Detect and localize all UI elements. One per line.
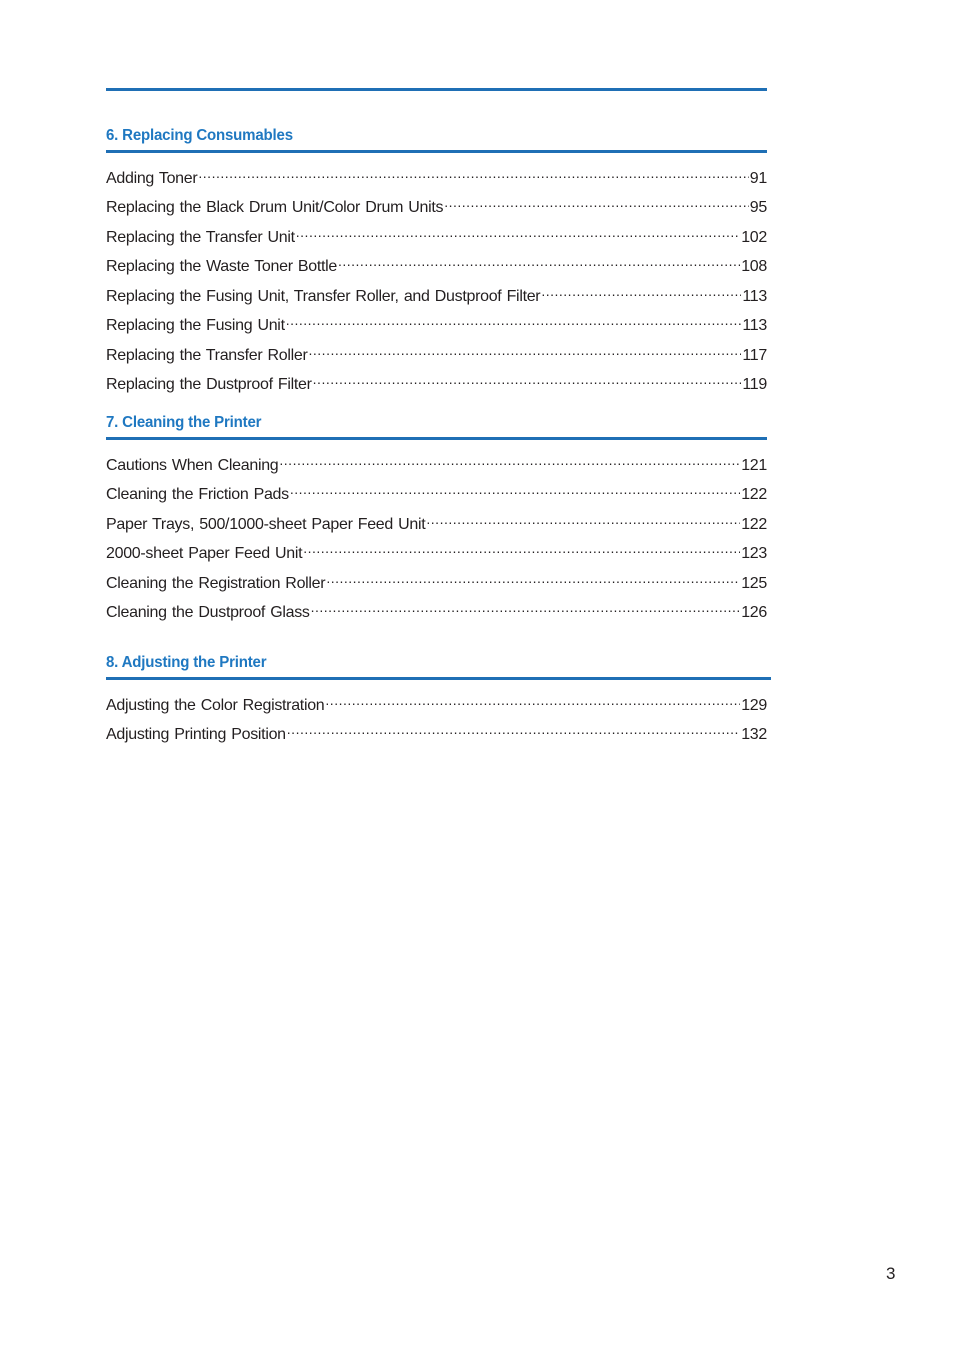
dot-leader [541,271,741,301]
dot-leader [198,153,748,183]
dot-leader [326,558,740,588]
dot-leader [309,330,742,360]
dot-leader [325,680,740,710]
toc-entry-title: Replacing the Waste Toner Bottle [106,258,337,275]
toc-entry-title: Replacing the Transfer Roller [106,346,308,364]
toc-list [106,440,767,621]
toc-entry-page: 121 [741,456,767,474]
toc-entry-title: Replacing the Transfer Unit [106,228,295,246]
page-number: 3 [886,1264,896,1283]
toc-entry-page: 117 [742,346,767,364]
toc-section-adjusting-the-printer [106,651,771,743]
toc-entry[interactable] [106,153,767,187]
section-heading[interactable]: 6. Replacing Consumables [106,127,293,144]
dot-leader [444,183,749,213]
toc-entry[interactable] [106,440,767,474]
toc-entry-title: 2000-sheet Paper Feed Unit [106,545,303,562]
toc-entry-page: 122 [741,486,767,503]
toc-entry-page: 108 [741,258,767,275]
dot-leader [286,301,742,331]
toc-entry-title: Cleaning the Registration Roller [106,574,326,592]
dot-leader [303,529,740,559]
toc-entry-title: Adjusting Printing Position [106,726,286,743]
toc-entry-page: 113 [742,287,767,305]
toc-entry-title: Replacing the Dustproof Filter [106,376,312,393]
dot-leader [338,242,740,272]
section-heading[interactable]: 7. Cleaning the Printer [106,414,262,431]
toc-entry-page: 119 [742,376,767,393]
toc-entry-page: 91 [749,169,767,187]
toc-section-cleaning-the-printer [106,411,767,621]
toc-entry-title: Replacing the Fusing Unit, Transfer Roller, and Dustproof Filter [106,287,541,305]
toc-entry-title: Adding Toner [106,169,198,187]
toc-list [106,680,767,743]
dot-leader [313,360,742,390]
toc-list [106,153,767,393]
toc-entry-title: Replacing the Black Drum Unit/Color Drum Units [106,199,444,216]
toc-section-replacing-consumables [106,124,767,393]
dot-leader [426,499,740,529]
dot-leader [311,588,741,618]
dot-leader [279,440,740,470]
dot-leader [290,470,740,500]
toc-entry-page: 123 [741,545,767,562]
toc-entry-page: 132 [741,726,767,743]
toc-entry-title: Cleaning the Friction Pads [106,486,289,503]
toc-entry-page: 102 [741,228,767,246]
toc-entry-title: Replacing the Fusing Unit [106,317,285,334]
toc-entry[interactable] [106,183,767,216]
dot-leader [296,212,740,242]
toc-entry-page: 113 [742,317,767,334]
toc-entry-page: 95 [749,199,767,216]
top-divider [106,88,767,91]
toc-entry-page: 129 [741,696,767,714]
toc-entry-page: 126 [741,604,767,621]
toc-entry-title: Adjusting the Color Registration [106,696,325,714]
toc-entry[interactable] [106,680,767,714]
toc-entry-title: Paper Trays, 500/1000-sheet Paper Feed Unit [106,515,426,533]
section-heading[interactable]: 8. Adjusting the Printer [106,654,267,671]
toc-entry-title: Cautions When Cleaning [106,456,279,474]
dot-leader [287,710,740,740]
toc-entry-title: Cleaning the Dustproof Glass [106,604,310,621]
toc-entry-page: 122 [741,515,767,533]
toc-entry-page: 125 [741,574,767,592]
